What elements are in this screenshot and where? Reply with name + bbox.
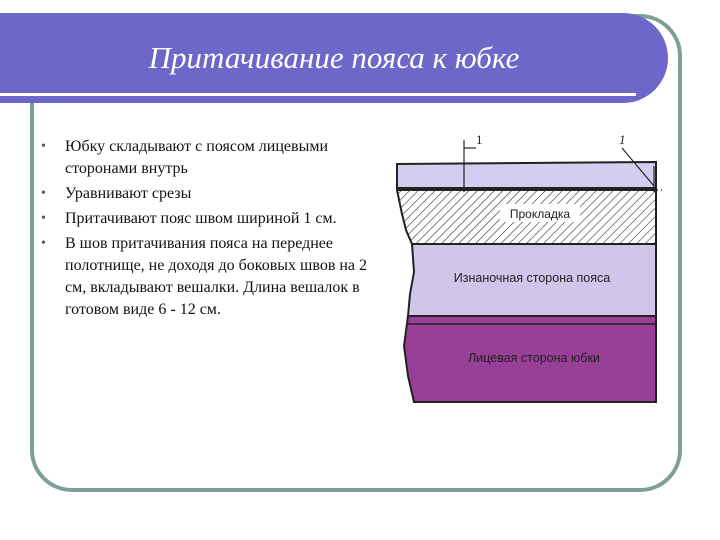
bullet-icon: • xyxy=(41,236,46,251)
bullet-item xyxy=(40,136,370,180)
bullet-text: Притачивают пояс швом шириной 1 см. xyxy=(65,210,337,227)
dimension-label-left: 1 xyxy=(476,132,483,147)
interlining-label: Прокладка xyxy=(509,207,571,221)
bullet-icon: • xyxy=(41,211,46,226)
seam-diagram xyxy=(372,126,672,416)
slide-title: Притачивание пояса к юбке xyxy=(148,40,520,75)
bullet-item xyxy=(40,183,370,205)
bullet-item xyxy=(40,233,370,321)
bullet-icon: • xyxy=(41,186,46,201)
dimension-label-right: 1 xyxy=(619,132,626,147)
bullet-list xyxy=(40,136,370,324)
bullet-icon: • xyxy=(41,139,46,154)
title-underline xyxy=(0,93,636,96)
skirt-right-side-label: Лицевая сторона юбки xyxy=(468,351,600,365)
bullet-text: В шов притачивания пояса на переднее полотнище, не доходя до боковых швов на 2 см, вкладывают вешалки. Длина вешалок в готовом виде 6 - 12 см. xyxy=(65,235,368,318)
bullet-text: Юбку складывают с поясом лицевыми сторонами внутрь xyxy=(65,138,329,177)
belt-wrong-side-label: Изнаночная сторона пояса xyxy=(453,271,611,285)
bullet-item xyxy=(40,208,370,230)
belt-top-band xyxy=(397,162,656,188)
bullet-text: Уравнивают срезы xyxy=(65,185,192,202)
